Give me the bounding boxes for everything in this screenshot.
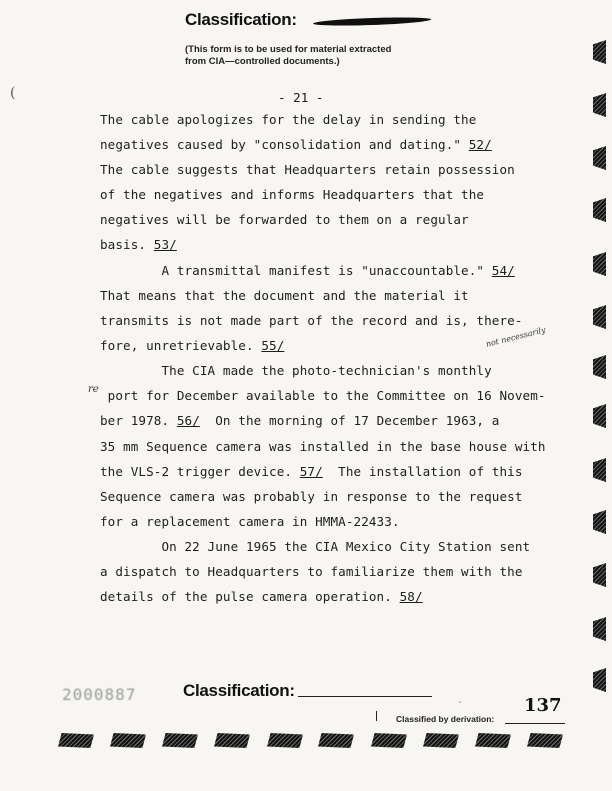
body-line-14: 35 mm Sequence camera was installed in the base house with: [100, 439, 546, 454]
footer-classification-label: Classification:: [183, 681, 295, 700]
bottom-mark: [423, 733, 459, 748]
body-line-12: port for December available to the Committee on 16 Novem-: [100, 388, 546, 403]
footnote-52: 52/: [468, 137, 492, 152]
body-line-19: a dispatch to Headquarters to familiarize them with the: [100, 564, 523, 579]
header-note: [185, 44, 391, 68]
bottom-mark: [475, 733, 511, 748]
body-line-7: A transmittal manifest is "unaccountable." 54/: [100, 263, 515, 278]
edge-mark: [593, 40, 606, 64]
edge-mark: [593, 198, 606, 222]
header-note-line1: (This form is to be used for material extracted: [185, 44, 392, 55]
classified-by-label: Classified by derivation:: [396, 714, 495, 724]
bottom-mark: [110, 733, 146, 748]
footnote-58: 58/: [399, 589, 423, 604]
document-stamp-number: 2000887: [62, 685, 137, 704]
page-count-number: 137: [524, 695, 562, 716]
header-classification-redaction: [313, 16, 431, 27]
edge-mark: [593, 252, 606, 276]
edge-mark: [593, 305, 606, 329]
body-line-9: transmits is not made part of the record and is, there-: [100, 313, 523, 328]
body-line-15: the VLS-2 trigger device. 57/ The installation of this: [100, 464, 523, 479]
body-line-4: of the negatives and informs Headquarters that the: [100, 187, 485, 202]
body-line-2: negatives caused by "consolidation and dating." 52/: [100, 137, 492, 152]
body-line-5: negatives will be forwarded to them on a regular: [100, 212, 469, 227]
footnote-54: 54/: [491, 263, 515, 278]
body-line-11: The CIA made the photo-technician's monthly: [100, 363, 492, 378]
bottom-mark: [318, 733, 354, 748]
body-line-3: The cable suggests that Headquarters retain possession: [100, 162, 515, 177]
header-classification-label: Classification:: [185, 10, 297, 29]
bottom-mark: [58, 733, 94, 748]
left-margin-tick: (: [10, 85, 16, 101]
footer-speck: ~: [458, 699, 462, 706]
edge-mark: [593, 355, 606, 379]
bottom-mark: [162, 733, 198, 748]
body-line-10: fore, unretrievable. 55/: [100, 338, 285, 353]
body-line-18: On 22 June 1965 the CIA Mexico City Station sent: [100, 539, 531, 554]
page-number: - 21 -: [278, 90, 324, 105]
bottom-mark: [371, 733, 407, 748]
body-line-13: ber 1978. 56/ On the morning of 17 December 1963, a: [100, 413, 500, 428]
classified-by-blank: [505, 723, 565, 724]
footnote-55: 55/: [261, 338, 285, 353]
bottom-mark: [214, 733, 250, 748]
edge-mark: [593, 458, 606, 482]
body-line-16: Sequence camera was probably in response to the request: [100, 489, 523, 504]
footnote-56: 56/: [176, 413, 200, 428]
edge-mark: [593, 617, 606, 641]
edge-mark: [593, 404, 606, 428]
body-line-20: details of the pulse camera operation. 58/: [100, 589, 423, 604]
bottom-mark: [527, 733, 563, 748]
handwritten-insertion-mark: re: [88, 384, 99, 395]
body-line-1: The cable apologizes for the delay in sending the: [100, 112, 477, 127]
edge-mark: [593, 563, 606, 587]
edge-mark: [593, 146, 606, 170]
footer-tick: [376, 711, 377, 721]
edge-mark: [593, 510, 606, 534]
header-note-line2: from CIA—controlled documents.): [185, 56, 340, 67]
body-line-8: That means that the document and the material it: [100, 288, 469, 303]
footnote-57: 57/: [299, 464, 323, 479]
body-line-17: for a replacement camera in HMMA-22433.: [100, 514, 400, 529]
body-line-6: basis. 53/: [100, 237, 177, 252]
footnote-53: 53/: [153, 237, 177, 252]
footer-classification-blank: [298, 696, 432, 697]
edge-mark: [593, 668, 606, 692]
bottom-mark: [267, 733, 303, 748]
handwritten-margin-note: not necessarily: [484, 325, 547, 349]
edge-mark: [593, 93, 606, 117]
